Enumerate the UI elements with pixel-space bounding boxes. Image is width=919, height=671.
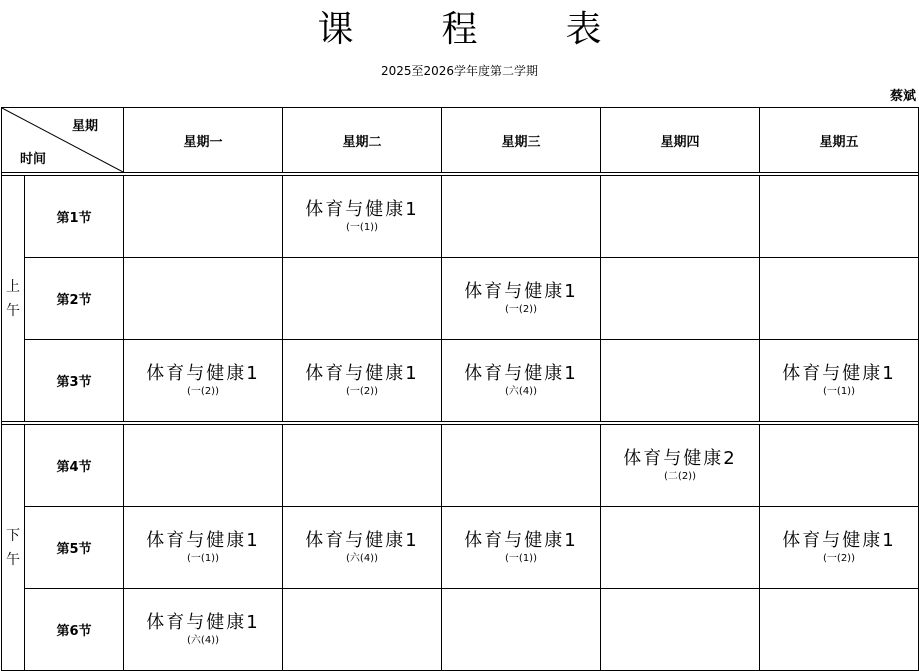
- session-char: 上: [6, 278, 20, 295]
- empty-cell: [283, 589, 442, 671]
- course-cell: [283, 340, 442, 422]
- course-class: (二(2)): [664, 470, 696, 482]
- course-class: (六(4)): [187, 634, 219, 646]
- course-class: (一(2)): [505, 303, 537, 315]
- empty-cell: [601, 507, 760, 589]
- afternoon-session-label: [2, 425, 25, 671]
- period-row: [2, 589, 919, 671]
- period-label: 第4节: [25, 425, 124, 507]
- course-name: 体育与健康1: [464, 362, 578, 384]
- course-name: 体育与健康1: [146, 362, 260, 384]
- corner-time-label: 时间: [20, 152, 47, 167]
- course-class: (一(1)): [823, 385, 855, 397]
- session-char: 午: [6, 551, 20, 568]
- course-cell: [283, 176, 442, 258]
- course-class: (一(2)): [823, 552, 855, 564]
- empty-cell: [124, 425, 283, 507]
- course-name: 体育与健康2: [623, 447, 737, 469]
- day-header: 星期三: [442, 108, 601, 173]
- period-label: 第3节: [25, 340, 124, 422]
- period-row: [2, 507, 919, 589]
- period-row: [2, 258, 919, 340]
- empty-cell: [760, 425, 919, 507]
- period-label: 第1节: [25, 176, 124, 258]
- course-name: 体育与健康1: [782, 529, 896, 551]
- course-name: 体育与健康1: [146, 529, 260, 551]
- empty-cell: [601, 176, 760, 258]
- empty-cell: [760, 176, 919, 258]
- course-name: 体育与健康1: [305, 529, 419, 551]
- course-class: (一(2)): [346, 385, 378, 397]
- day-header: 星期一: [124, 108, 283, 173]
- empty-cell: [601, 258, 760, 340]
- empty-cell: [442, 589, 601, 671]
- period-row: [2, 176, 919, 258]
- course-class: (一(1)): [346, 221, 378, 233]
- period-row: [2, 340, 919, 422]
- empty-cell: [760, 589, 919, 671]
- course-class: (一(1)): [505, 552, 537, 564]
- period-label: 第6节: [25, 589, 124, 671]
- course-name: 体育与健康1: [782, 362, 896, 384]
- term-subtitle: 2025至2026学年度第二学期: [380, 64, 539, 78]
- empty-cell: [124, 176, 283, 258]
- course-cell: [124, 589, 283, 671]
- empty-cell: [283, 425, 442, 507]
- course-name: 体育与健康1: [305, 362, 419, 384]
- course-cell: [601, 425, 760, 507]
- course-class: (六(4)): [505, 385, 537, 397]
- empty-cell: [760, 258, 919, 340]
- course-name: 体育与健康1: [305, 198, 419, 220]
- period-label: 第5节: [25, 507, 124, 589]
- day-header: 星期五: [760, 108, 919, 173]
- course-cell: [760, 340, 919, 422]
- morning-session-label: [2, 176, 25, 422]
- page-title: 课程表: [317, 9, 690, 50]
- session-char: 午: [6, 302, 20, 319]
- empty-cell: [124, 258, 283, 340]
- period-label: 第2节: [25, 258, 124, 340]
- period-row: [2, 425, 919, 507]
- corner-weekday-label: 星期: [71, 119, 98, 134]
- empty-cell: [442, 176, 601, 258]
- empty-cell: [601, 340, 760, 422]
- course-cell: [442, 340, 601, 422]
- morning-block: [2, 176, 919, 422]
- course-cell: [283, 507, 442, 589]
- corner-cell: [2, 108, 124, 173]
- afternoon-block: [2, 425, 919, 671]
- day-header: 星期二: [283, 108, 442, 173]
- course-cell: [442, 507, 601, 589]
- course-class: (六(4)): [346, 552, 378, 564]
- course-cell: [760, 507, 919, 589]
- course-class: (一(1)): [187, 552, 219, 564]
- course-name: 体育与健康1: [464, 529, 578, 551]
- course-name: 体育与健康1: [146, 611, 260, 633]
- course-cell: [124, 507, 283, 589]
- session-char: 下: [6, 527, 20, 544]
- day-header: 星期四: [601, 108, 760, 173]
- empty-cell: [601, 589, 760, 671]
- empty-cell: [283, 258, 442, 340]
- teacher-name: 蔡斌: [889, 89, 916, 104]
- header-row: [2, 108, 919, 173]
- schedule-table: [1, 107, 919, 671]
- course-cell: [442, 258, 601, 340]
- course-name: 体育与健康1: [464, 280, 578, 302]
- course-cell: [124, 340, 283, 422]
- empty-cell: [442, 425, 601, 507]
- course-class: (一(2)): [187, 385, 219, 397]
